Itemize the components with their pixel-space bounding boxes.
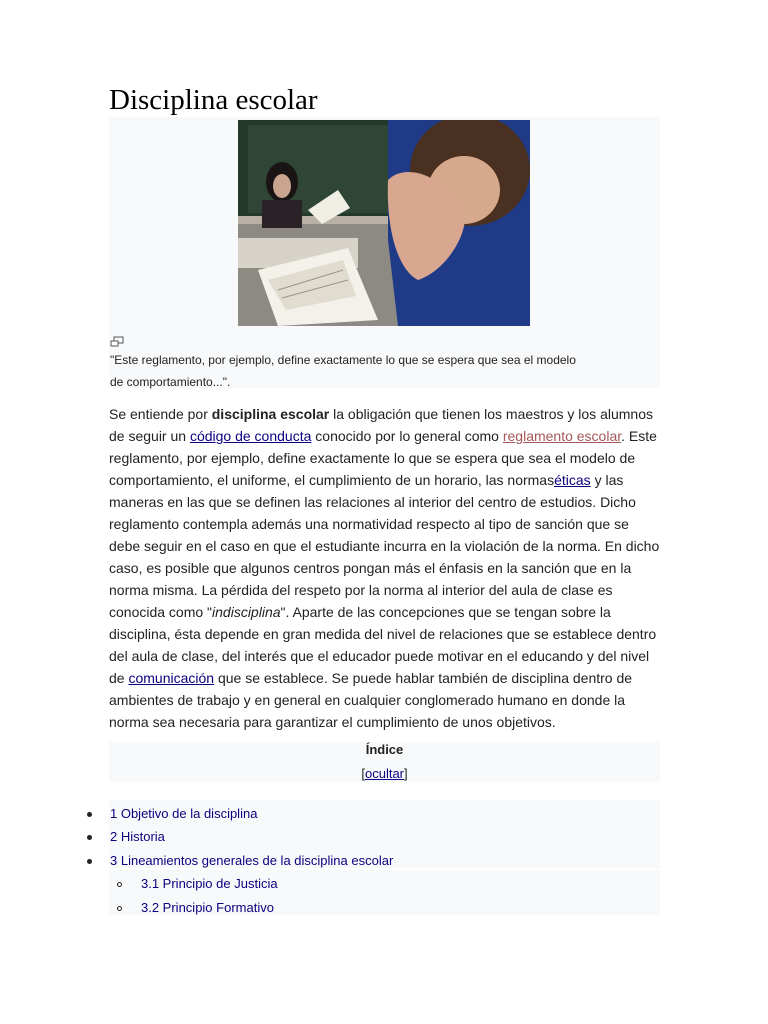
italic-term: indisciplina	[212, 604, 281, 620]
circle-bullet-icon	[117, 906, 122, 911]
bullet-icon	[87, 835, 92, 840]
toc-bracket-close: ]	[404, 766, 408, 781]
toc-item-lineamientos[interactable]: 3 Lineamientos generales de la disciplina escolar	[110, 853, 394, 868]
link-reglamento-escolar[interactable]: reglamento escolar	[502, 428, 622, 444]
text-run: Se entiende por	[109, 406, 212, 422]
text-run: . Este reglamento, por ejemplo, define exactamente lo que se espera que sea el modelo de comportamiento, el uniforme, el cumplimiento de un horario, las normas	[109, 428, 657, 488]
link-codigo-de-conducta[interactable]: código de conducta	[189, 428, 312, 444]
text-run: que se establece. Se puede hablar también de disciplina dentro de ambientes de trabajo y en general en cualquier conglomerado humano en donde la norma sea necesaria para garantizar el cumplimiento de unos objetivos.	[109, 670, 633, 730]
page-title: Disciplina escolar	[109, 80, 660, 122]
circle-bullet-icon	[117, 882, 122, 887]
text-run: ". Aparte de las concepciones que se tengan sobre la disciplina, ésta depende en gran medida del nivel de relaciones que se establece dentro del aula de clase, del interés que el educador puede motivar en el educando y del nivel de	[109, 604, 657, 686]
toc-subitem-justicia[interactable]: 3.1 Principio de Justicia	[141, 876, 278, 891]
toc-header	[109, 742, 660, 782]
toc-hide-link[interactable]: ocultar	[364, 766, 405, 781]
toc-item-objetivo[interactable]: 1 Objetivo de la disciplina	[110, 806, 258, 821]
toc-toggle	[109, 766, 660, 782]
article-paragraph	[109, 403, 660, 733]
link-comunicacion[interactable]: comunicación	[128, 670, 215, 686]
thumbnail-figure	[109, 117, 660, 388]
text-run: y las maneras en las que se definen las relaciones al interior del centro de estudios. Dicho reglamento contempla además una normatividad respecto al tipo de sanción que se debe seguir en el caso en que el estudiante incurra en la violación de la norma. En dicho caso, es posible que algunos centros pongan más el énfasis en la sanción que en la norma misma. La pérdida del respeto por la norma al interior del aula de clase es conocida como "	[109, 472, 660, 620]
text-run: conocido por lo general como	[311, 428, 503, 444]
text-run: la obligación que tienen los maestros y los alumnos de seguir un	[109, 406, 653, 444]
toc-subitem-formativo[interactable]: 3.2 Principio Formativo	[141, 900, 274, 915]
link-eticas[interactable]: éticas	[554, 472, 591, 488]
toc-bracket-open: [	[361, 766, 365, 781]
student-reading-photo[interactable]	[238, 120, 530, 326]
enlarge-icon[interactable]	[110, 335, 124, 347]
image-caption: "Este reglamento, por ejemplo, define exactamente lo que se espera que sea el modelo de comportamiento...".	[110, 353, 576, 389]
toc-item-historia[interactable]: 2 Historia	[110, 829, 165, 844]
bullet-icon	[87, 859, 92, 864]
bold-term: disciplina escolar	[211, 406, 330, 422]
bullet-icon	[87, 812, 92, 817]
toc-title: Índice	[365, 742, 404, 757]
